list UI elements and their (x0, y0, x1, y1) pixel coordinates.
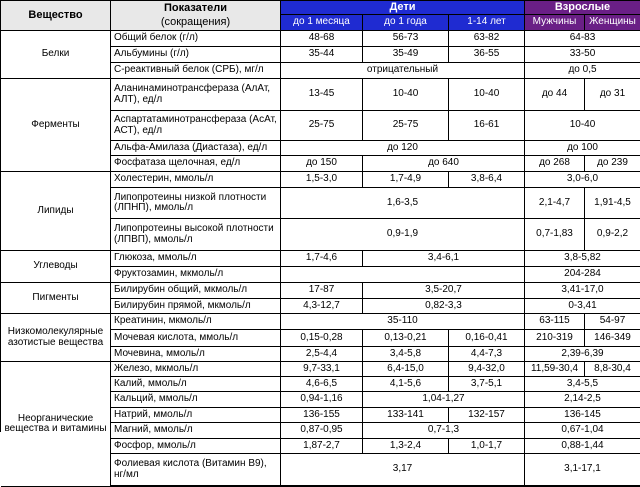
cell-value: 9,4-32,0 (449, 362, 525, 377)
cell-value: до 31 (585, 79, 640, 111)
cell-value: отрицательный (281, 63, 525, 79)
header-col-1year: до 1 года (363, 15, 449, 31)
row-label: Кальций, ммоль/л (111, 392, 281, 408)
header-col-1month: до 1 месяца (281, 15, 363, 31)
cell-value: до 0,5 (525, 63, 640, 79)
cell-value: 25-75 (281, 111, 363, 141)
cell-value: 1,87-2,7 (281, 439, 363, 454)
cell-value: 1,04-1,27 (363, 392, 525, 408)
cell-value: 9,7-33,1 (281, 362, 363, 377)
row-label: Липопротеины низкой плотности (ЛПНП), ммоль/л (111, 188, 281, 219)
cell-value: 3,8-5,82 (525, 251, 640, 267)
section-inorganic: Неорганические вещества и витамины (1, 362, 111, 487)
cell-value: 13-45 (281, 79, 363, 111)
cell-value: 136-155 (281, 408, 363, 423)
header-col-men: Мужчины (525, 15, 585, 31)
cell-value: 2,39-6,39 (525, 347, 640, 362)
cell-value: до 150 (281, 156, 363, 172)
row-label: Креатинин, мкмоль/л (111, 314, 281, 330)
cell-value: до 239 (585, 156, 640, 172)
row-label: Фосфатаза щелочная, ед/л (111, 156, 281, 172)
cell-value: 0,82-3,3 (363, 299, 525, 314)
cell-value: 3,1-17,1 (525, 454, 640, 486)
row-label: Альбумины (г/л) (111, 47, 281, 63)
cell-value: 63-82 (449, 31, 525, 47)
cell-value: 1,6-3,5 (281, 188, 525, 219)
header-indicators-title: Показатели (163, 2, 228, 15)
cell-value: 0,9-2,2 (585, 219, 640, 251)
cell-value: 1,3-2,4 (363, 439, 449, 454)
row-label: Аспартатаминотрансфераза (АсАт, АСТ), ед/л (111, 111, 281, 141)
cell-value: 3,4-5,5 (525, 377, 640, 392)
header-col-1-14: 1-14 лет (449, 15, 525, 31)
header-col-women: Женщины (585, 15, 640, 31)
cell-value: 3,7-5,1 (449, 377, 525, 392)
cell-value: 16-61 (449, 111, 525, 141)
cell-value: 0,13-0,21 (363, 330, 449, 347)
header-substance: Вещество (1, 1, 111, 31)
cell-value: 36-55 (449, 47, 525, 63)
cell-value: 204-284 (525, 267, 640, 283)
cell-value: 1,0-1,7 (449, 439, 525, 454)
row-label: Аланинаминотрансфераза (АлАт, АЛТ), ед/л (111, 79, 281, 111)
cell-value: 54-97 (585, 314, 640, 330)
cell-value: 2,14-2,5 (525, 392, 640, 408)
section-enzymes: Ферменты (1, 79, 111, 172)
cell-value: 35-110 (281, 314, 525, 330)
row-label: Калий, ммоль/л (111, 377, 281, 392)
cell-value: 3,4-6,1 (363, 251, 525, 267)
cell-value: 10-40 (363, 79, 449, 111)
header-adults: Взрослые (525, 1, 640, 15)
row-label: Железо, мкмоль/л (111, 362, 281, 377)
cell-value: 64-83 (525, 31, 640, 47)
row-label: Общий белок (г/л) (111, 31, 281, 47)
row-label: Натрий, ммоль/л (111, 408, 281, 423)
cell-value: 4,3-12,7 (281, 299, 363, 314)
cell-value: 3,41-17,0 (525, 283, 640, 299)
cell-value: 3,4-5,8 (363, 347, 449, 362)
cell-value: 63-115 (525, 314, 585, 330)
cell-value: 48-68 (281, 31, 363, 47)
row-label: Холестерин, ммоль/л (111, 172, 281, 188)
cell-value (281, 267, 525, 283)
cell-value: 1,91-4,5 (585, 188, 640, 219)
cell-value: 4,6-6,5 (281, 377, 363, 392)
row-label: Альфа-Амилаза (Диастаза), ед/л (111, 141, 281, 156)
row-label: Билирубин прямой, мкмоль/л (111, 299, 281, 314)
cell-value: 35-49 (363, 47, 449, 63)
cell-value: 0-3,41 (525, 299, 640, 314)
cell-value: 8,8-30,4 (585, 362, 640, 377)
row-label: Билирубин общий, мкмоль/л (111, 283, 281, 299)
cell-value: 210-319 (525, 330, 585, 347)
row-label: Мочевина, ммоль/л (111, 347, 281, 362)
cell-value: 25-75 (363, 111, 449, 141)
cell-value: 11,59-30,4 (525, 362, 585, 377)
cell-value: 133-141 (363, 408, 449, 423)
row-label: Фруктозамин, мкмоль/л (111, 267, 281, 283)
row-label: Фолиевая кислота (Витамин В9), нг/мл (111, 454, 281, 486)
cell-value: 136-145 (525, 408, 640, 423)
cell-value: 6,4-15,0 (363, 362, 449, 377)
cell-value: 0,7-1,3 (363, 423, 525, 439)
cell-value: до 640 (363, 156, 525, 172)
cell-value: до 100 (525, 141, 640, 156)
cell-value: 1,7-4,9 (363, 172, 449, 188)
row-label: Липопротеины высокой плотности (ЛПВП), ммоль/л (111, 219, 281, 251)
cell-value: 17-87 (281, 283, 363, 299)
cell-value: 35-44 (281, 47, 363, 63)
cell-value: 1,7-4,6 (281, 251, 363, 267)
cell-value: 0,94-1,16 (281, 392, 363, 408)
header-children: Дети (281, 1, 525, 15)
cell-value: 10-40 (449, 79, 525, 111)
section-carbs: Углеводы (1, 251, 111, 283)
cell-value: 0,15-0,28 (281, 330, 363, 347)
cell-value: 132-157 (449, 408, 525, 423)
row-label: Мочевая кислота, ммоль/л (111, 330, 281, 347)
cell-value: 3,0-6,0 (525, 172, 640, 188)
cell-value: 1,5-3,0 (281, 172, 363, 188)
cell-value: до 120 (281, 141, 525, 156)
cell-value: 0,87-0,95 (281, 423, 363, 439)
row-label: Фосфор, ммоль/л (111, 439, 281, 454)
header-indicators (111, 1, 281, 31)
row-label: Магний, ммоль/л (111, 423, 281, 439)
row-label: Глюкоза, ммоль/л (111, 251, 281, 267)
section-proteins: Белки (1, 31, 111, 79)
cell-value: 3,17 (281, 454, 525, 486)
cell-value: 4,4-7,3 (449, 347, 525, 362)
cell-value: 146-349 (585, 330, 640, 347)
section-lipids: Липиды (1, 172, 111, 251)
cell-value: 0,16-0,41 (449, 330, 525, 347)
section-nitrogen: Низкомолекулярные азотистые вещества (1, 314, 111, 362)
section-pigments: Пигменты (1, 283, 111, 314)
cell-value: 33-50 (525, 47, 640, 63)
cell-value: до 268 (525, 156, 585, 172)
header-indicators-sub: (сокращения) (160, 15, 231, 28)
cell-value: 4,1-5,6 (363, 377, 449, 392)
cell-value: 0,9-1,9 (281, 219, 525, 251)
row-label: С-реактивный белок (СРБ), мг/л (111, 63, 281, 79)
cell-value: до 44 (525, 79, 585, 111)
cell-value: 2,1-4,7 (525, 188, 585, 219)
cell-value: 3,8-6,4 (449, 172, 525, 188)
cell-value: 10-40 (525, 111, 640, 141)
cell-value: 0,88-1,44 (525, 439, 640, 454)
cell-value: 0,7-1,83 (525, 219, 585, 251)
cell-value: 56-73 (363, 31, 449, 47)
cell-value: 0,67-1,04 (525, 423, 640, 439)
cell-value: 2,5-4,4 (281, 347, 363, 362)
cell-value: 3,5-20,7 (363, 283, 525, 299)
